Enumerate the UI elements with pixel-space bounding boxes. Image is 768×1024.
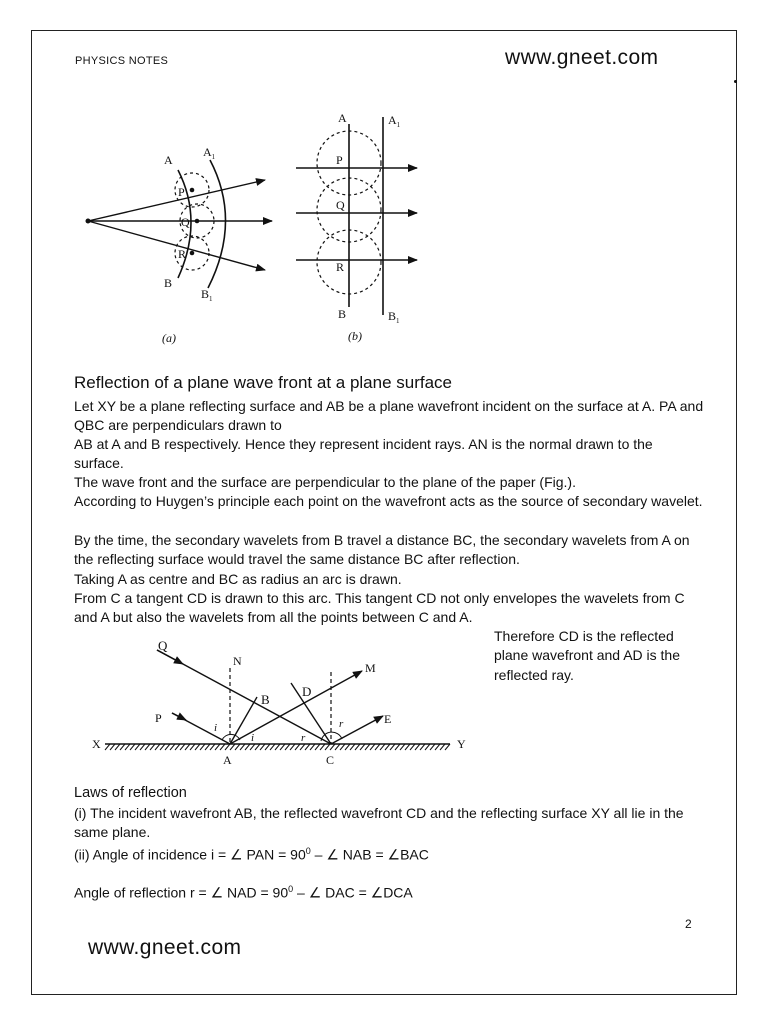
laws-title: Laws of reflection <box>74 785 187 801</box>
label-b-Q: Q <box>336 198 345 212</box>
surface-hatch <box>340 744 345 750</box>
surface-hatch <box>445 744 450 750</box>
label-D: D <box>302 684 312 699</box>
surface-hatch <box>245 744 250 750</box>
label-N: N <box>233 654 242 668</box>
label-a-B: B <box>164 276 173 290</box>
label-a-A: A <box>164 153 173 167</box>
surface-hatch <box>330 744 335 750</box>
header-subject: PHYSICS NOTES <box>75 55 169 67</box>
surface-hatch <box>360 744 365 750</box>
surface-hatch <box>220 744 225 750</box>
label-X: X <box>92 737 101 751</box>
label-b-B1: $B_1$ <box>388 309 400 325</box>
page-number: 2 <box>685 917 692 931</box>
label-B: B <box>261 692 270 707</box>
surface-hatch <box>440 744 445 750</box>
paragraph-6: Taking A as centre and BC as radius an arc is drawn. <box>74 571 402 587</box>
side-note: Therefore CD is the reflected plane wavefront and AD is the reflected ray. <box>494 628 681 683</box>
label-b-A: A <box>338 111 347 125</box>
label-b-A1: $A_1$ <box>388 113 401 129</box>
surface-hatch <box>175 744 180 750</box>
surface-hatch <box>130 744 135 750</box>
caption-b: (b) <box>348 329 362 343</box>
surface-hatch <box>320 744 325 750</box>
paragraph-3: The wave front and the surface are perpendicular to the plane of the paper (Fig.). <box>74 474 576 490</box>
surface-hatch <box>170 744 175 750</box>
surface-hatch <box>105 744 110 750</box>
surface-hatch <box>405 744 410 750</box>
surface-hatch <box>180 744 185 750</box>
label-C: C <box>326 753 335 767</box>
surface-hatch <box>310 744 315 750</box>
surface-hatch <box>295 744 300 750</box>
surface-hatch <box>240 744 245 750</box>
surface-hatch <box>200 744 205 750</box>
surface-hatch <box>300 744 305 750</box>
caption-a: (a) <box>162 331 176 345</box>
label-i1: i <box>214 722 218 734</box>
paragraph-4: According to Huygen’s principle each point on the wavefront acts as the source of secondary wavelet. <box>74 493 703 509</box>
surface-hatch <box>150 744 155 750</box>
label-i2: i <box>251 732 255 744</box>
label-r2: r <box>339 718 344 730</box>
label-r1: r <box>301 732 306 744</box>
surface-hatch <box>365 744 370 750</box>
header-site-url[interactable]: www.gneet.com <box>505 46 659 69</box>
label-Y: Y <box>457 737 466 751</box>
surface-hatch <box>250 744 255 750</box>
surface-hatch <box>345 744 350 750</box>
surface-hatch <box>120 744 125 750</box>
surface-hatch <box>185 744 190 750</box>
surface-hatch <box>420 744 425 750</box>
surface-hatch <box>225 744 230 750</box>
surface-hatch <box>385 744 390 750</box>
angle-arc-A <box>222 734 240 740</box>
surface-hatch <box>165 744 170 750</box>
label-a-B1: $B_1$ <box>201 287 213 303</box>
surface-hatch <box>115 744 120 750</box>
label-P: P <box>155 711 162 725</box>
surface-hatch <box>270 744 275 750</box>
surface-hatch <box>255 744 260 750</box>
surface-hatch <box>435 744 440 750</box>
surface-hatch <box>285 744 290 750</box>
surface-hatch <box>215 744 220 750</box>
surface-hatch <box>350 744 355 750</box>
law-2: (ii) Angle of incidence i = ∠ PAN = $90^0$ – ∠ NAB = ∠BAC <box>74 846 429 863</box>
paragraph-7: From C a tangent CD is drawn to this arc. This tangent CD not only envelopes the wavelets from C and A but also the wavelets from all the points between C and A. <box>74 590 685 626</box>
paragraph-2: AB at A and B respectively. Hence they represent incident rays. AN is the normal drawn to the surface. <box>74 436 653 472</box>
label-a-A1: $A_1$ <box>203 145 216 161</box>
surface-hatch <box>430 744 435 750</box>
paragraph-1: Let XY be a plane reflecting surface and AB be a plane wavefront incident on the surface at A. PA and QBC are perpendiculars drawn to <box>74 398 704 434</box>
surface-hatch <box>275 744 280 750</box>
surface-hatch <box>160 744 165 750</box>
incident-arrow-P <box>172 713 186 720</box>
surface-hatch <box>140 744 145 750</box>
surface-hatch <box>230 744 235 750</box>
law-3: Angle of reflection r = ∠ NAD = $90^0$ – ∠ DAC = ∠DCA <box>74 884 413 901</box>
surface-hatch <box>280 744 285 750</box>
surface-hatch <box>415 744 420 750</box>
surface-hatch <box>380 744 385 750</box>
law-1: (i) The incident wavefront AB, the reflected wavefront CD and the reflecting surface XY all lie in the same plane. <box>74 805 684 841</box>
label-A: A <box>223 753 232 767</box>
surface-hatch <box>390 744 395 750</box>
surface-hatch <box>370 744 375 750</box>
footer-site-url[interactable]: www.gneet.com <box>88 936 242 959</box>
surface-hatch <box>410 744 415 750</box>
label-M: M <box>365 661 376 675</box>
surface-hatch <box>210 744 215 750</box>
paragraph-5: By the time, the secondary wavelets from B travel a distance BC, the secondary wavelets from A on the reflecting surface would travel the same distance BC after reflection. <box>74 532 690 568</box>
surface-hatch <box>145 744 150 750</box>
label-a-Q: Q <box>181 215 190 229</box>
surface-hatch <box>265 744 270 750</box>
surface-hatch <box>305 744 310 750</box>
surface-hatch <box>355 744 360 750</box>
surface-hatch <box>395 744 400 750</box>
surface-hatch <box>205 744 210 750</box>
surface-hatch <box>315 744 320 750</box>
label-b-P: P <box>336 153 343 167</box>
surface-hatch <box>335 744 340 750</box>
reflected-ray-AM <box>230 671 362 744</box>
surface-hatch <box>325 744 330 750</box>
surface-hatch <box>135 744 140 750</box>
label-Q: Q <box>158 638 168 653</box>
surface-hatch <box>425 744 430 750</box>
surface-hatch <box>375 744 380 750</box>
label-b-B: B <box>338 307 347 321</box>
section-title: Reflection of a plane wave front at a plane surface <box>74 373 453 392</box>
reflecting-surface-XY <box>105 744 450 750</box>
label-a-P: P <box>178 185 185 199</box>
surface-hatch <box>125 744 130 750</box>
surface-hatch <box>260 744 265 750</box>
surface-hatch <box>290 744 295 750</box>
surface-hatch <box>400 744 405 750</box>
label-a-R: R <box>178 247 187 261</box>
label-b-R: R <box>336 260 345 274</box>
surface-hatch <box>235 744 240 750</box>
surface-hatch <box>195 744 200 750</box>
surface-hatch <box>155 744 160 750</box>
label-E: E <box>384 712 392 726</box>
surface-hatch <box>190 744 195 750</box>
surface-hatch <box>110 744 115 750</box>
